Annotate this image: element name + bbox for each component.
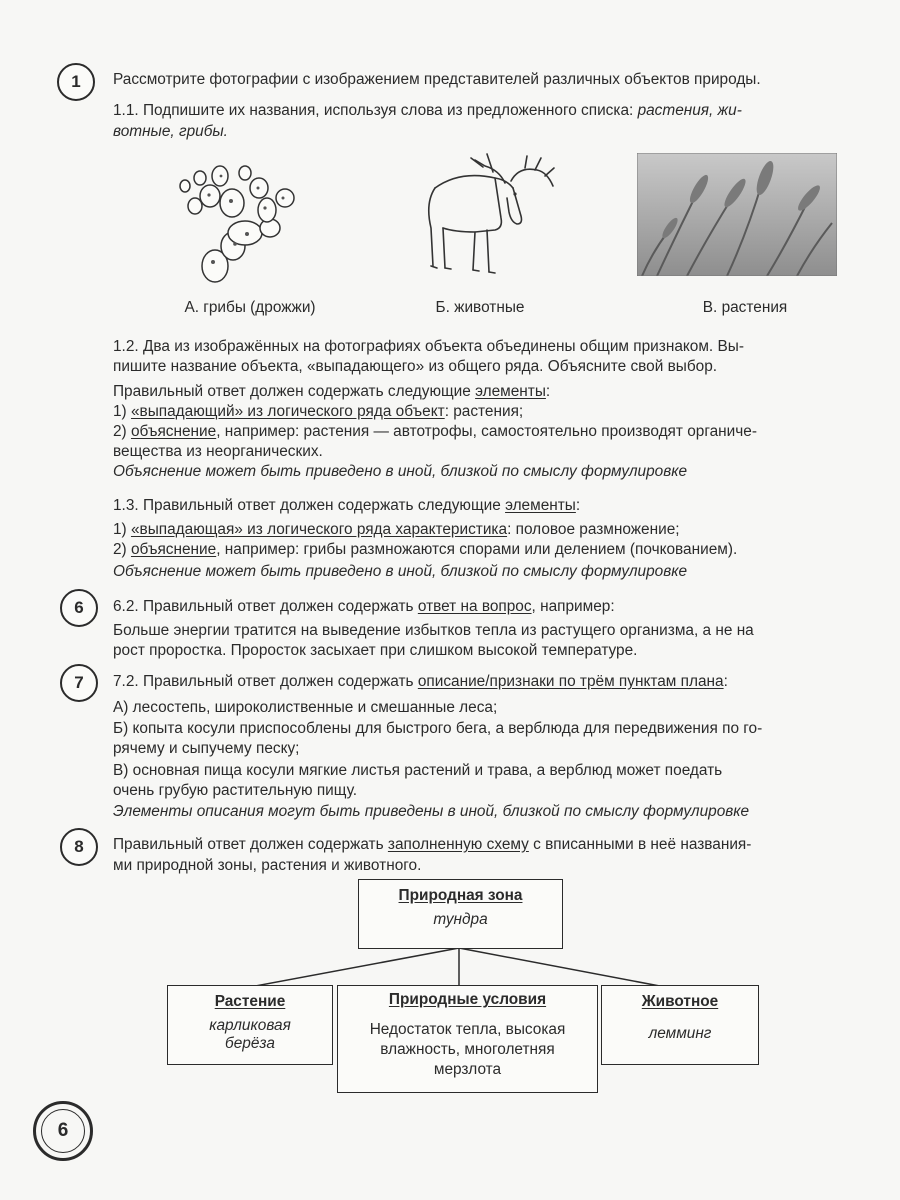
page-number-badge <box>33 1101 93 1161</box>
item-num: 1) <box>113 521 131 538</box>
task7-key: описание/признаки по трём пунктам плана <box>417 673 724 690</box>
task8-rest: с вписанными в неё названия- <box>528 836 752 853</box>
conditions-heading: Природные условия <box>388 991 547 1008</box>
task7-item-c2: очень грубую растительную пищу. <box>113 782 358 799</box>
caption-a: А. грибы (дрожжи) <box>184 299 316 316</box>
task8-key: заполненную схему <box>387 836 529 853</box>
task1-q11-line2: вотные, грибы. <box>113 123 228 140</box>
plant-value-1: карликовая <box>209 1017 291 1034</box>
req-colon: : <box>545 383 551 400</box>
item-num: 2) <box>113 423 131 440</box>
task6-key: ответ на вопрос <box>417 598 532 615</box>
animal-value: лемминг <box>648 1025 712 1042</box>
q11-text: 1.1. Подпишите их названия, используя слова из предложенного списка: <box>113 102 638 119</box>
item-key: объяснение <box>130 423 217 440</box>
animal-box <box>601 985 759 1065</box>
q13-text: 1.3. Правильный ответ должен содержать следующие <box>113 497 506 514</box>
task7-item-b: Б) копыта косули приспособлены для быстрого бега, а верблюда для передвижения по го- <box>113 720 763 737</box>
q13-elements: элементы <box>505 497 576 514</box>
task7-item-b2: рячему и сыпучему песку; <box>113 740 300 757</box>
plant-heading: Растение <box>214 993 286 1010</box>
task-number-8: 8 <box>60 828 98 866</box>
plant-box <box>167 985 333 1065</box>
task7-note: Элементы описания могут быть приведены в иной, близкой по смыслу формулировке <box>113 803 750 820</box>
conditions-box <box>337 985 598 1093</box>
task8-line2: ми природной зоны, растения и животного. <box>113 857 422 874</box>
q11-words: растения, жи- <box>637 102 742 119</box>
zone-box <box>358 879 563 949</box>
task6-body-1: Больше энергии тратится на выведение избытков тепла из растущего организма, а не на <box>113 622 754 639</box>
req-text: Правильный ответ должен содержать следующие <box>113 383 476 400</box>
item-num: 2) <box>113 541 131 558</box>
item-rest: , например: растения — автотрофы, самостоятельно производят органиче- <box>216 423 757 440</box>
task-number-7: 7 <box>60 664 98 702</box>
zone-heading: Природная зона <box>398 887 523 904</box>
item-rest: : половое размножение; <box>507 521 680 538</box>
caption-b: Б. животные <box>435 299 525 316</box>
req-elements: элементы <box>475 383 546 400</box>
q13-note: Объяснение может быть приведено в иной, близкой по смыслу формулировке <box>113 563 688 580</box>
task7-item-a: А) лесостепь, широколиственные и смешанные леса; <box>113 699 498 716</box>
plant-value-2: берёза <box>225 1035 275 1052</box>
task8-text: Правильный ответ должен содержать <box>113 836 388 853</box>
item-rest: , например: грибы размножаются спорами или делением (почкованием). <box>216 541 738 558</box>
q12-item2-line2: вещества из неорганических. <box>113 443 323 460</box>
animal-heading: Животное <box>641 993 719 1010</box>
task-number-1: 1 <box>57 63 95 101</box>
item-rest: : растения; <box>444 403 524 420</box>
item-key: «выпадающий» из логического ряда объект <box>130 403 445 420</box>
page-number: 6 <box>41 1109 85 1153</box>
task6-rest: , например: <box>531 598 615 615</box>
q12-line2: пишите название объекта, «выпадающего» из общего ряда. Объясните свой выбор. <box>113 358 718 375</box>
item-key: объяснение <box>130 541 217 558</box>
task1-intro: Рассмотрите фотографии с изображением представителей различных объектов природы. <box>113 71 761 88</box>
task7-text: 7.2. Правильный ответ должен содержать <box>113 673 418 690</box>
q13-colon: : <box>575 497 581 514</box>
zone-value: тундра <box>433 911 488 928</box>
item-num: 1) <box>113 403 131 420</box>
q12-line1: 1.2. Два из изображённых на фотографиях объекта объединены общим признаком. Вы- <box>113 338 744 355</box>
conditions-line-1: Недостаток тепла, высокая <box>369 1021 566 1038</box>
item-key: «выпадающая» из логического ряда характеристика <box>130 521 508 538</box>
task-number-6: 6 <box>60 589 98 627</box>
task6-body-2: рост проростка. Проросток засыхает при слишком высокой температуре. <box>113 642 638 659</box>
conditions-line-2: влажность, многолетняя <box>380 1041 555 1058</box>
conditions-line-3: мерзлота <box>433 1061 502 1078</box>
task7-rest: : <box>723 673 728 690</box>
caption-c: В. растения <box>702 299 788 316</box>
task7-item-c: В) основная пища косули мягкие листья растений и трава, а верблюд может поедать <box>113 762 723 779</box>
task6-text: 6.2. Правильный ответ должен содержать <box>113 598 418 615</box>
q12-note: Объяснение может быть приведено в иной, близкой по смыслу формулировке <box>113 463 688 480</box>
